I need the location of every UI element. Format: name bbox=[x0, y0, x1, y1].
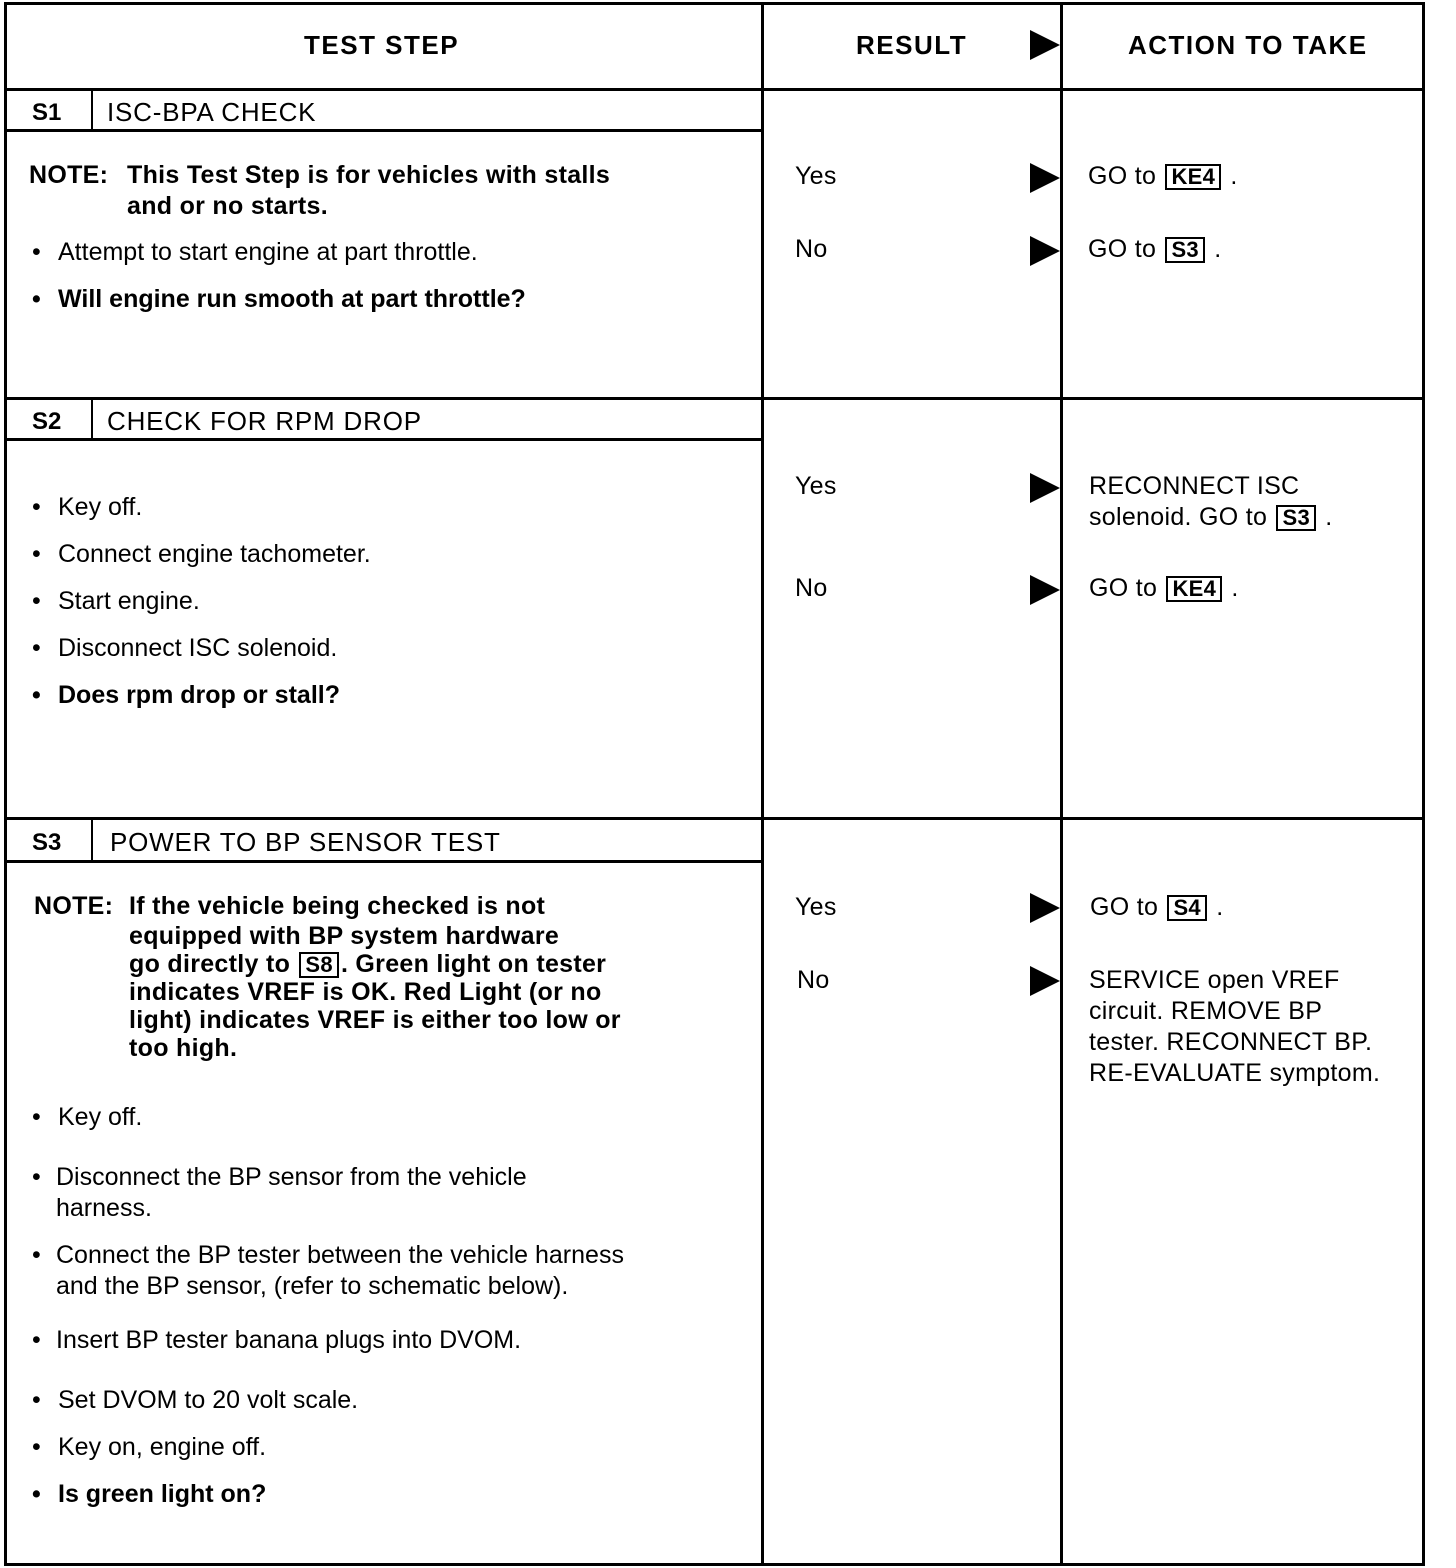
border-left bbox=[4, 2, 7, 1566]
list-item: • Start engine. bbox=[32, 587, 200, 615]
result-arrow-icon bbox=[1030, 473, 1060, 503]
note bbox=[29, 160, 749, 230]
note-line: light) indicates VREF is either too low or bbox=[129, 1006, 621, 1034]
list-item: • Is green light on? bbox=[32, 1480, 267, 1508]
list-item: • Key on, engine off. bbox=[32, 1433, 267, 1461]
s2-id-divider bbox=[91, 399, 93, 439]
row-divider-1 bbox=[4, 397, 1425, 400]
step-reference: S8 bbox=[299, 952, 339, 978]
step-reference: S3 bbox=[1165, 237, 1205, 263]
border-top bbox=[4, 2, 1425, 5]
action-text: GO to S4 . bbox=[1090, 893, 1224, 921]
list-item: • Does rpm drop or stall? bbox=[32, 681, 340, 709]
header-arrow-icon bbox=[1030, 30, 1060, 60]
list-item: • Will engine run smooth at part throttle? bbox=[32, 285, 526, 313]
action-text: RECONNECT ISC solenoid. GO to S3 . bbox=[1089, 472, 1333, 531]
column-divider-2 bbox=[1060, 2, 1063, 1566]
list-item: • Disconnect the BP sensor from the vehicle harness. bbox=[32, 1163, 527, 1222]
action-text: GO to S3 . bbox=[1088, 235, 1222, 263]
step-reference: KE4 bbox=[1165, 164, 1221, 190]
list-item: • Connect engine tachometer. bbox=[32, 540, 371, 568]
step-reference: S4 bbox=[1167, 895, 1207, 921]
s3-id-divider bbox=[91, 819, 93, 861]
note-line: If the vehicle being checked is not bbox=[129, 892, 546, 920]
action-text: GO to KE4 . bbox=[1088, 162, 1238, 190]
result-arrow-icon bbox=[1030, 893, 1060, 923]
header-action: ACTION TO TAKE bbox=[1128, 30, 1368, 60]
result-yes: Yes bbox=[795, 162, 837, 190]
step-id: S1 bbox=[32, 99, 62, 126]
list-item: • Disconnect ISC solenoid. bbox=[32, 634, 338, 662]
step-reference: S3 bbox=[1276, 505, 1316, 531]
s3-title-underline bbox=[4, 860, 764, 863]
row-divider-2 bbox=[4, 817, 1425, 820]
list-item: • Connect the BP tester between the vehicle harness and the BP sensor, (refer to schematic below). bbox=[32, 1241, 624, 1300]
result-arrow-icon bbox=[1030, 575, 1060, 605]
step-id: S2 bbox=[32, 408, 62, 435]
action-text: GO to KE4 . bbox=[1089, 574, 1239, 602]
list-item: • Set DVOM to 20 volt scale. bbox=[32, 1386, 359, 1414]
note-line: too high. bbox=[129, 1034, 238, 1062]
s1-title-underline bbox=[4, 129, 764, 132]
result-no: No bbox=[797, 966, 830, 994]
list-item: • Insert BP tester banana plugs into DVOM. bbox=[32, 1326, 522, 1354]
step-title: POWER TO BP SENSOR TEST bbox=[110, 827, 501, 857]
step-title: CHECK FOR RPM DROP bbox=[107, 406, 422, 436]
note-line: equipped with BP system hardware bbox=[129, 922, 560, 950]
s2-title-underline bbox=[4, 438, 764, 441]
list-item: • Attempt to start engine at part throttle. bbox=[32, 238, 478, 266]
note bbox=[34, 892, 754, 1072]
result-no: No bbox=[795, 235, 828, 263]
result-yes: Yes bbox=[795, 472, 837, 500]
list-item: • Key off. bbox=[32, 1103, 143, 1131]
note-label: NOTE: bbox=[29, 161, 109, 189]
step-reference: KE4 bbox=[1166, 576, 1222, 602]
result-arrow-icon bbox=[1030, 236, 1060, 266]
header-result: RESULT bbox=[856, 30, 968, 60]
header-test-step: TEST STEP bbox=[304, 30, 460, 60]
column-divider-1 bbox=[761, 2, 764, 1566]
s1-id-divider bbox=[91, 90, 93, 130]
result-yes: Yes bbox=[795, 893, 837, 921]
result-arrow-icon bbox=[1030, 966, 1060, 996]
border-bottom bbox=[4, 1563, 1425, 1566]
note-label: NOTE: bbox=[34, 892, 114, 920]
note-line: This Test Step is for vehicles with stalls bbox=[127, 161, 611, 189]
note-line: go directly to S8 . Green light on tester bbox=[129, 950, 607, 978]
result-no: No bbox=[795, 574, 828, 602]
border-right bbox=[1422, 2, 1425, 1566]
note-line: and or no starts. bbox=[127, 192, 328, 220]
note-line: indicates VREF is OK. Red Light (or no bbox=[129, 978, 602, 1006]
header-divider bbox=[4, 88, 1425, 91]
step-id: S3 bbox=[32, 829, 62, 856]
action-text: SERVICE open VREF circuit. REMOVE BP tester. RECONNECT BP. RE-EVALUATE symptom. bbox=[1089, 966, 1381, 1087]
step-title: ISC-BPA CHECK bbox=[107, 97, 317, 127]
list-item: • Key off. bbox=[32, 493, 143, 521]
result-arrow-icon bbox=[1030, 163, 1060, 193]
